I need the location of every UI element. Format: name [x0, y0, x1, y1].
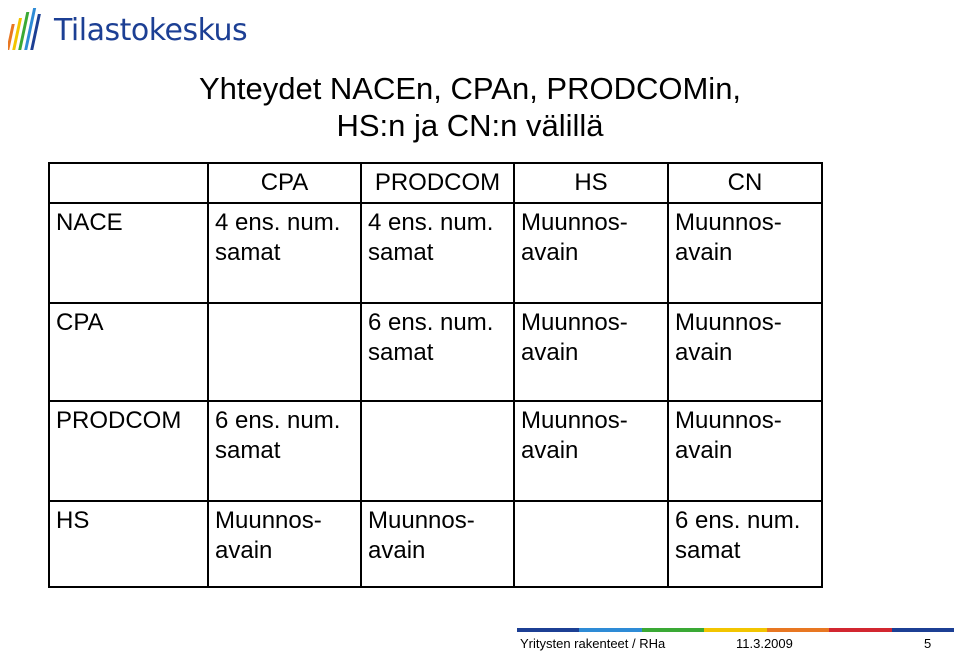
slide-title — [150, 70, 790, 144]
brand-name: Tilastokeskus — [54, 13, 248, 48]
table-row — [49, 501, 822, 587]
row-header: HS — [49, 501, 208, 587]
logo-bars-icon — [8, 4, 52, 54]
corner-cell — [49, 163, 208, 203]
table-row — [49, 401, 822, 501]
table-cell — [208, 303, 361, 401]
footer-color-bar — [517, 628, 954, 632]
tilastokeskus-logo — [8, 4, 268, 54]
table-cell: Muunnos- avain — [514, 401, 668, 501]
table-cell: Muunnos- avain — [514, 303, 668, 401]
table-cell: Muunnos- avain — [208, 501, 361, 587]
row-header: CPA — [49, 303, 208, 401]
column-header: CPA — [208, 163, 361, 203]
footer-page-number: 5 — [924, 636, 932, 651]
footer-presentation-name: Yritysten rakenteet / RHa — [520, 636, 666, 651]
column-header: HS — [514, 163, 668, 203]
column-header: PRODCOM — [361, 163, 514, 203]
table-cell: Muunnos- avain — [361, 501, 514, 587]
footer-date: 11.3.2009 — [736, 636, 793, 651]
table-cell: 4 ens. num. samat — [361, 203, 514, 303]
row-header: PRODCOM — [49, 401, 208, 501]
table-cell: 6 ens. num. samat — [668, 501, 822, 587]
table-cell: Muunnos- avain — [668, 401, 822, 501]
footer-color-segment — [517, 628, 579, 632]
footer-color-segment — [829, 628, 891, 632]
table-row — [49, 303, 822, 401]
footer-color-segment — [892, 628, 954, 632]
footer-color-segment — [642, 628, 704, 632]
classification-table — [48, 162, 823, 588]
footer-color-segment — [767, 628, 829, 632]
table-cell: 6 ens. num. samat — [208, 401, 361, 501]
table-cell — [361, 401, 514, 501]
row-header: NACE — [49, 203, 208, 303]
table-cell: Muunnos- avain — [668, 303, 822, 401]
footer-color-segment — [579, 628, 641, 632]
table-cell: Muunnos- avain — [514, 203, 668, 303]
table-cell: Muunnos- avain — [668, 203, 822, 303]
table-header-row — [49, 163, 822, 203]
title-line-2: HS:n ja CN:n välillä — [336, 108, 604, 143]
table-cell — [514, 501, 668, 587]
table-row — [49, 203, 822, 303]
footer-color-segment — [704, 628, 766, 632]
table-cell: 4 ens. num. samat — [208, 203, 361, 303]
table-cell: 6 ens. num. samat — [361, 303, 514, 401]
title-line-1: Yhteydet NACEn, CPAn, PRODCOMin, — [198, 71, 742, 106]
column-header: CN — [668, 163, 822, 203]
